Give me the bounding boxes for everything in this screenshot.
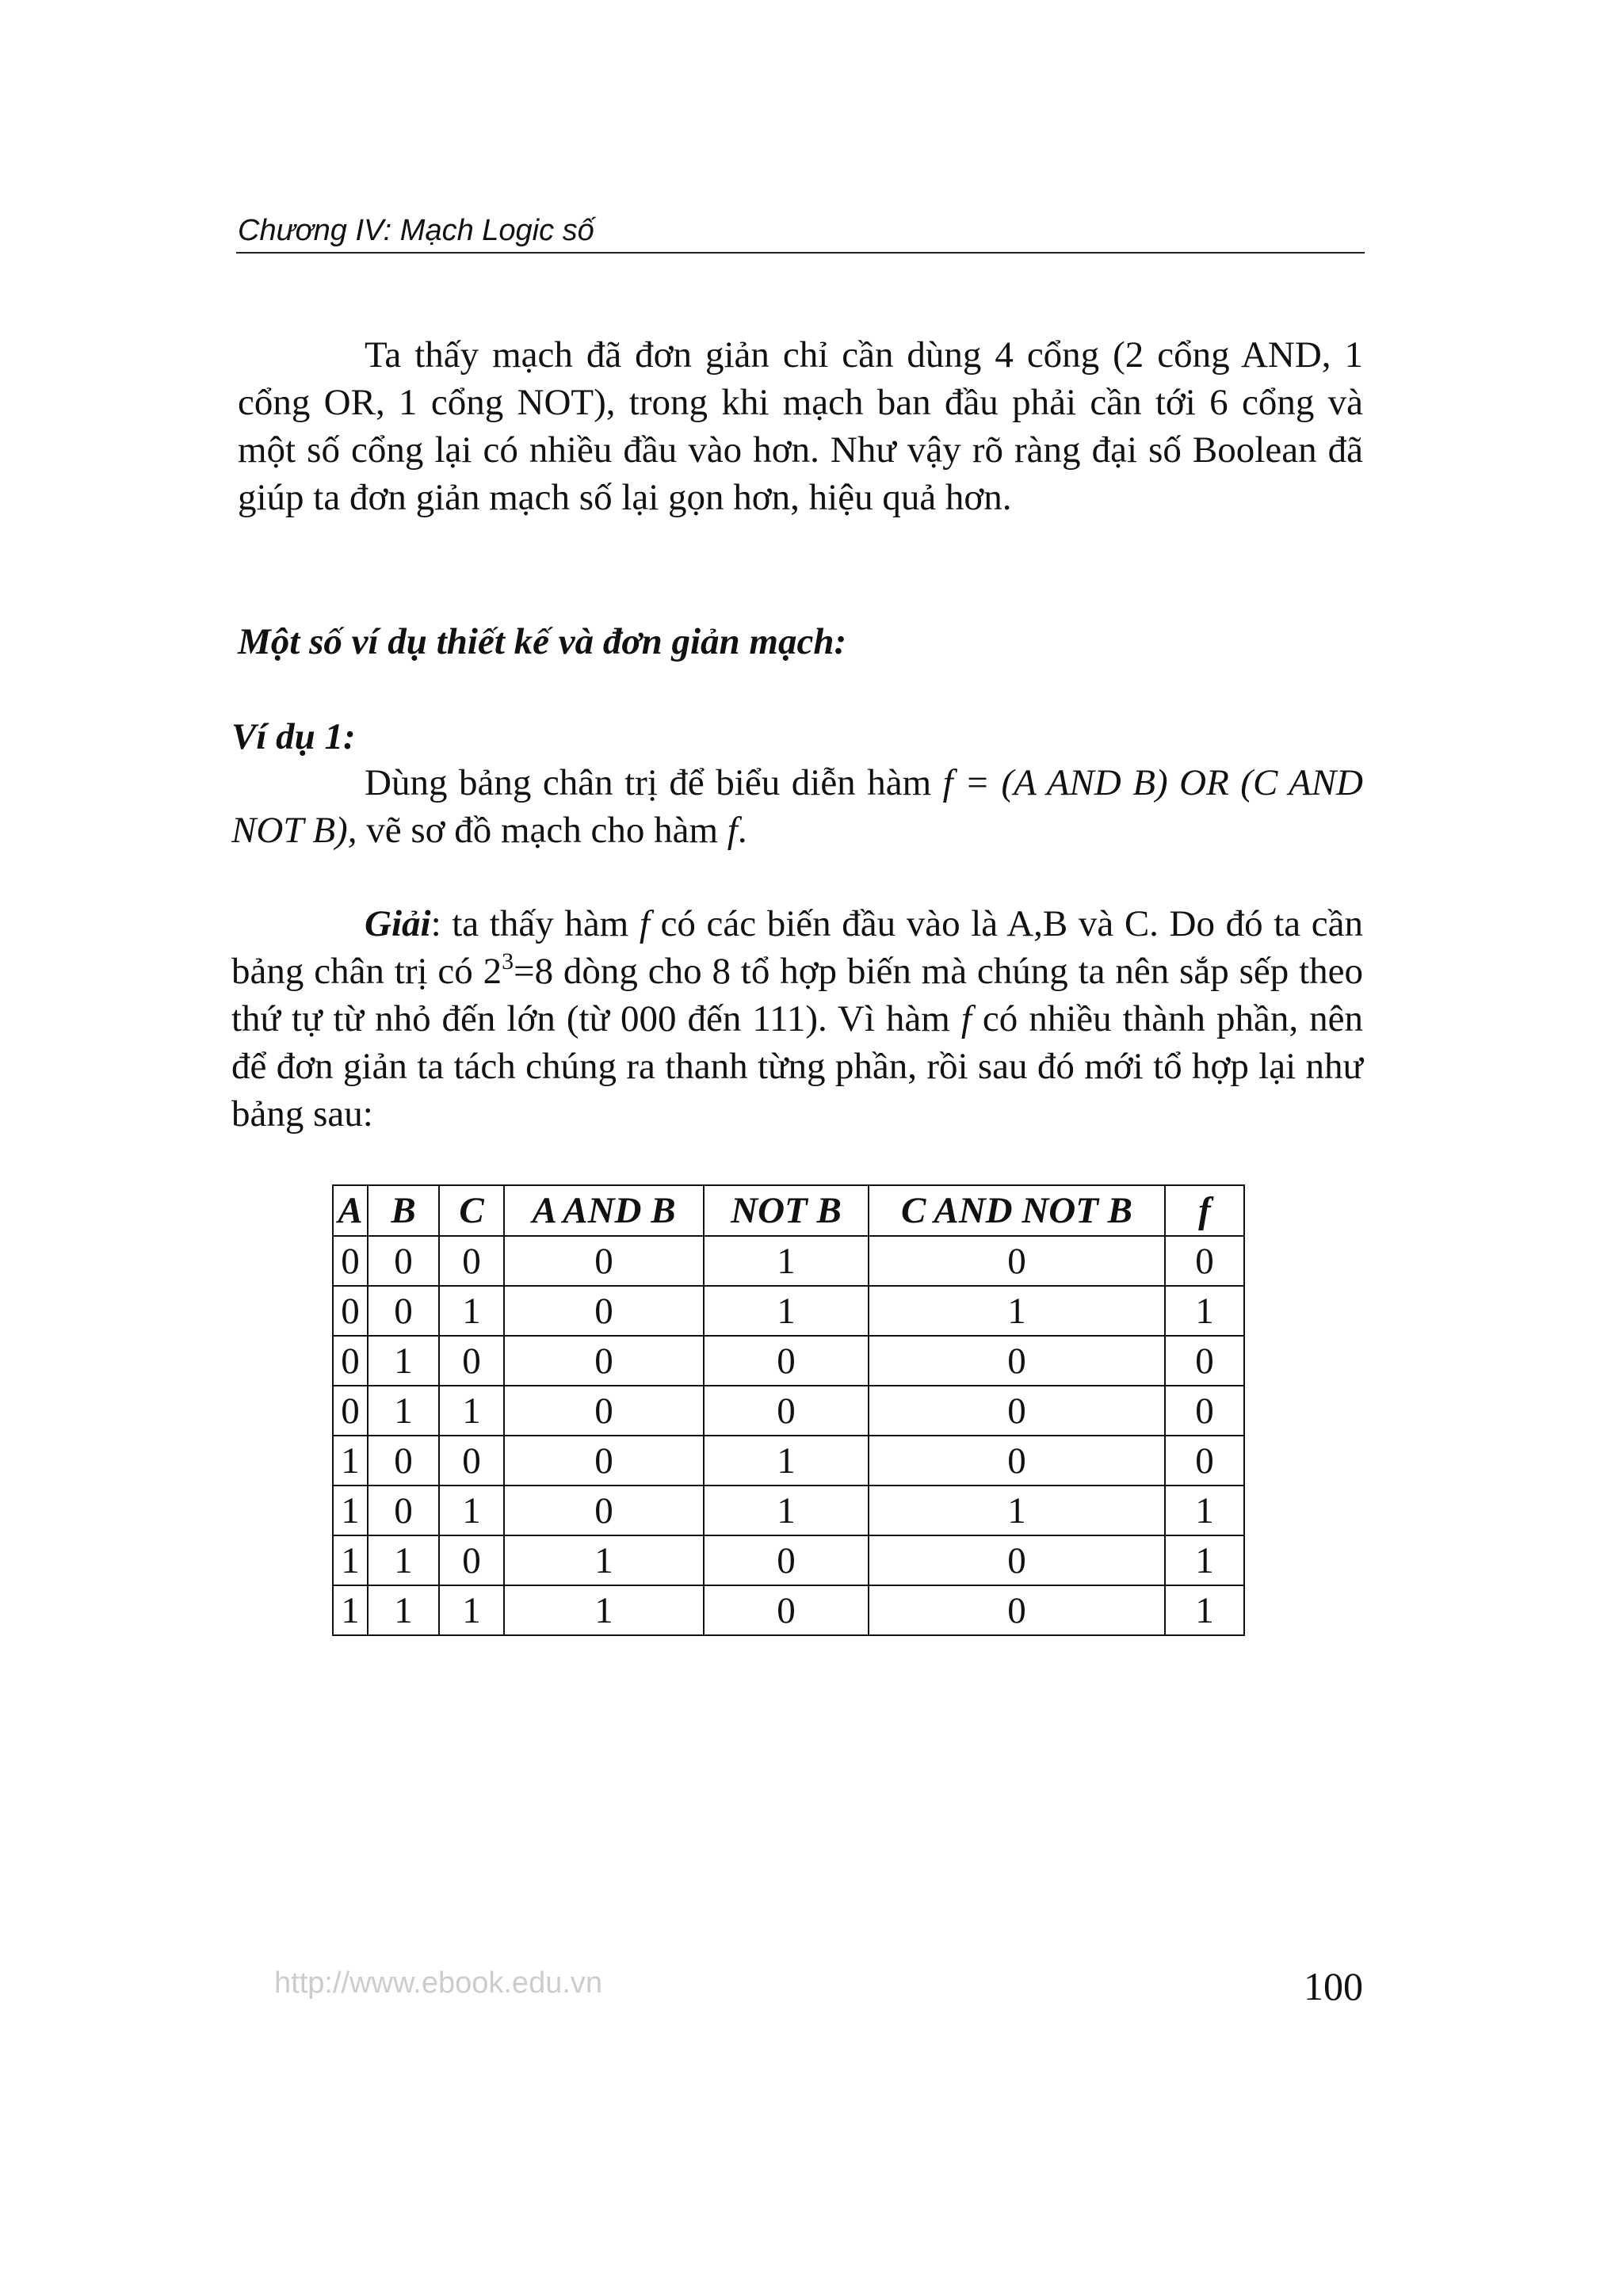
table-cell: 1 xyxy=(869,1486,1165,1535)
header-divider xyxy=(236,252,1365,254)
table-cell: 0 xyxy=(1165,1336,1244,1386)
table-cell: 0 xyxy=(333,1236,368,1286)
table-cell: 1 xyxy=(1165,1535,1244,1585)
table-cell: 0 xyxy=(869,1585,1165,1635)
table-cell: 1 xyxy=(439,1585,504,1635)
table-cell: 0 xyxy=(504,1436,704,1486)
solution-label: Giải xyxy=(365,903,431,944)
table-header-cell: A AND B xyxy=(504,1185,704,1236)
example-solution xyxy=(231,900,1363,1138)
table-row xyxy=(333,1585,1244,1635)
table-cell: 0 xyxy=(439,1535,504,1585)
table-cell: 0 xyxy=(368,1436,439,1486)
table-cell: 0 xyxy=(439,1236,504,1286)
table-header-cell: NOT B xyxy=(704,1185,869,1236)
truth-table xyxy=(332,1184,1245,1636)
table-row xyxy=(333,1236,1244,1286)
problem-function-name: f xyxy=(727,810,738,851)
table-cell: 0 xyxy=(504,1286,704,1336)
table-row xyxy=(333,1336,1244,1386)
table-cell: 0 xyxy=(368,1486,439,1535)
table-cell: 0 xyxy=(504,1236,704,1286)
table-row xyxy=(333,1436,1244,1486)
table-cell: 0 xyxy=(704,1535,869,1585)
solution-exponent: 3 xyxy=(502,948,514,974)
table-cell: 1 xyxy=(504,1585,704,1635)
table-cell: 0 xyxy=(869,1236,1165,1286)
table-cell: 0 xyxy=(1165,1436,1244,1486)
table-row xyxy=(333,1535,1244,1585)
table-cell: 1 xyxy=(704,1436,869,1486)
table-cell: 1 xyxy=(333,1436,368,1486)
problem-text: Dùng bảng chân trị để biểu diễn hàm xyxy=(365,762,932,803)
chapter-header: Chương IV: Mạch Logic số xyxy=(238,214,594,247)
table-header-cell: C AND NOT B xyxy=(869,1185,1165,1236)
solution-text-2: có các biến đầu vào là A,B và C. Do đó ta cần bảng chân trị có 2 xyxy=(231,903,1363,992)
solution-text-3: =8 dòng cho 8 tổ hợp biến mà chúng ta nên sắp sếp theo thứ tự từ nhỏ đến lớn (từ 000 đến 111). Vì hàm xyxy=(231,951,1363,1039)
table-cell: 0 xyxy=(439,1336,504,1386)
table-header-cell: f xyxy=(1165,1185,1244,1236)
table-cell: 1 xyxy=(1165,1486,1244,1535)
table-cell: 1 xyxy=(869,1286,1165,1336)
table-cell: 1 xyxy=(439,1286,504,1336)
table-cell: 1 xyxy=(333,1585,368,1635)
table-cell: 0 xyxy=(704,1585,869,1635)
problem-formula: f = (A AND B) OR (C AND NOT B), xyxy=(231,762,1363,851)
example-label: Ví dụ 1: xyxy=(231,716,356,757)
table-cell: 1 xyxy=(368,1535,439,1585)
table-row xyxy=(333,1286,1244,1336)
table-cell: 0 xyxy=(869,1436,1165,1486)
problem-text-2: vẽ sơ đồ mạch cho hàm xyxy=(366,810,719,851)
table-cell: 1 xyxy=(704,1486,869,1535)
table-cell: 1 xyxy=(439,1486,504,1535)
table-row xyxy=(333,1386,1244,1436)
table-header-cell: C xyxy=(439,1185,504,1236)
table-cell: 0 xyxy=(504,1336,704,1386)
table-cell: 1 xyxy=(704,1236,869,1286)
section-heading: Một số ví dụ thiết kế và đơn giản mạch: xyxy=(238,621,847,662)
table-cell: 0 xyxy=(869,1386,1165,1436)
table-header-cell: B xyxy=(368,1185,439,1236)
table-cell: 1 xyxy=(333,1535,368,1585)
page-number: 100 xyxy=(1304,1964,1363,2008)
table-cell: 0 xyxy=(1165,1236,1244,1286)
solution-text-4: có nhiều thành phần, nên để đơn giản ta tách chúng ra thanh từng phần, rồi sau đó mới tổ hợp lại như bảng sau: xyxy=(231,998,1364,1135)
problem-end: . xyxy=(737,810,747,851)
table-cell: 1 xyxy=(1165,1286,1244,1336)
paragraph-intro: Ta thấy mạch đã đơn giản chỉ cần dùng 4 cổng (2 cổng AND, 1 cổng OR, 1 cổng NOT), trong khi mạch ban đầu phải cần tới 6 cổng và một số cổng lại có nhiều đầu vào hơn. Như vậy rõ ràng đại số Boolean đã giúp ta đơn giản mạch số lại gọn hơn, hiệu quả hơn. xyxy=(238,334,1363,518)
table-cell: 1 xyxy=(1165,1585,1244,1635)
footer-url: http://www.ebook.edu.vn xyxy=(274,1966,603,2000)
table-cell: 0 xyxy=(704,1386,869,1436)
table-cell: 0 xyxy=(439,1436,504,1486)
table-cell: 0 xyxy=(704,1336,869,1386)
table-cell: 0 xyxy=(333,1286,368,1336)
table-cell: 0 xyxy=(869,1336,1165,1386)
table-header-cell: A xyxy=(333,1185,368,1236)
solution-text-1: : ta thấy hàm xyxy=(430,903,629,944)
table-cell: 1 xyxy=(368,1585,439,1635)
table-cell: 1 xyxy=(368,1386,439,1436)
truth-table-body xyxy=(333,1236,1244,1635)
table-cell: 0 xyxy=(869,1535,1165,1585)
table-cell: 1 xyxy=(439,1386,504,1436)
table-cell: 0 xyxy=(368,1236,439,1286)
example-problem xyxy=(231,759,1363,854)
table-cell: 1 xyxy=(704,1286,869,1336)
table-cell: 0 xyxy=(333,1386,368,1436)
truth-table-header-row xyxy=(333,1185,1244,1236)
table-cell: 0 xyxy=(504,1386,704,1436)
table-cell: 1 xyxy=(368,1336,439,1386)
table-cell: 0 xyxy=(1165,1386,1244,1436)
table-cell: 0 xyxy=(333,1336,368,1386)
solution-function-name-2: f xyxy=(960,998,972,1039)
table-row xyxy=(333,1486,1244,1535)
table-cell: 0 xyxy=(368,1286,439,1336)
table-cell: 1 xyxy=(333,1486,368,1535)
table-cell: 0 xyxy=(504,1486,704,1535)
table-cell: 1 xyxy=(504,1535,704,1585)
solution-function-name: f xyxy=(639,903,650,944)
